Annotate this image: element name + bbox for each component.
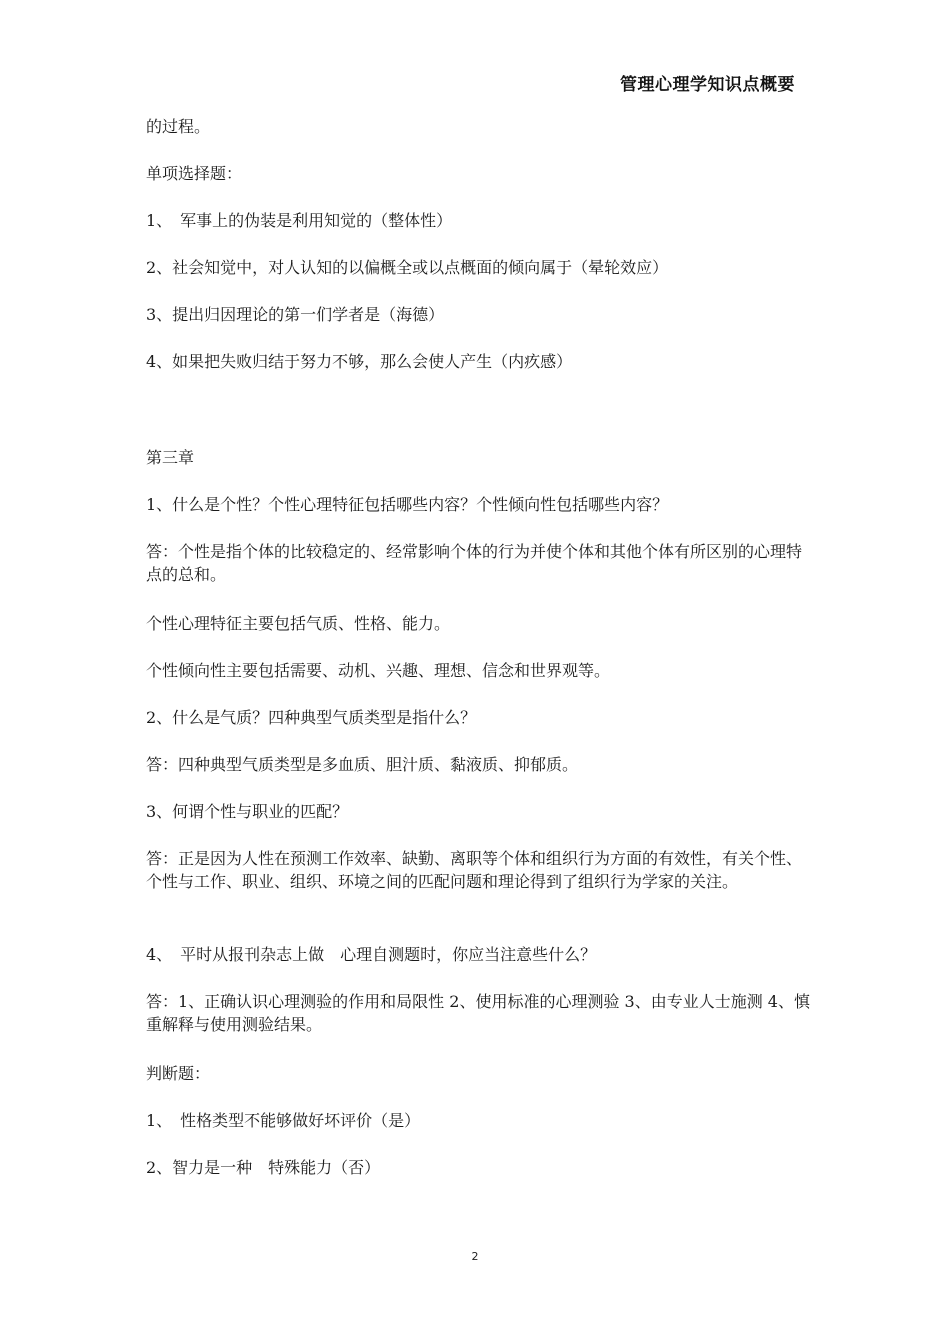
- question-item: 4、如果把失败归结于努力不够，那么会使人产生（内疚感）: [146, 352, 573, 371]
- answer-paragraph: 答：个性是指个体的比较稳定的、经常影响个体的行为并使个体和其他个体有所区别的心理特点的总和。: [146, 542, 803, 584]
- question-item: 3、何谓个性与职业的匹配？: [146, 802, 349, 821]
- question-item: 1、什么是个性？个性心理特征包括哪些内容？个性倾向性包括哪些内容？: [146, 495, 669, 514]
- answer-paragraph: 答：四种典型气质类型是多血质、胆汁质、黏液质、抑郁质。: [146, 755, 579, 774]
- answer-paragraph: 答：1、正确认识心理测验的作用和局限性 2、使用标准的心理测验 3、由专业人士施测 4、慎重解释与使用测验结果。: [146, 992, 810, 1034]
- question-item: 4、 平时从报刊杂志上做 心理自测题时，你应当注意些什么？: [146, 945, 597, 964]
- question-item: 1、 军事上的伪装是利用知觉的（整体性）: [146, 211, 453, 230]
- section-true-false-heading: 判断题：: [146, 1064, 211, 1083]
- answer-paragraph: 答：正是因为人性在预测工作效率、缺勤、离职等个体和组织行为方面的有效性，有关个性、个性与工作、职业、组织、环境之间的匹配问题和理论得到了组织行为学家的关注。: [146, 849, 803, 891]
- question-item: 2、智力是一种 特殊能力（否）: [146, 1158, 381, 1177]
- question-item: 1、 性格类型不能够做好坏评价（是）: [146, 1111, 421, 1130]
- question-item: 2、社会知觉中，对人认知的以偏概全或以点概面的倾向属于（晕轮效应）: [146, 258, 669, 277]
- question-item: 3、提出归因理论的第一们学者是（海德）: [146, 305, 445, 324]
- answer-paragraph: 个性心理特征主要包括气质、性格、能力。: [146, 614, 451, 633]
- question-item: 2、什么是气质？四种典型气质类型是指什么？: [146, 708, 477, 727]
- paragraph-process-end: 的过程。: [146, 117, 211, 136]
- document-header-title: 管理心理学知识点概要: [620, 75, 795, 95]
- chapter-heading: 第三章: [146, 448, 195, 467]
- section-single-choice-heading: 单项选择题：: [146, 164, 243, 183]
- page-number: 2: [471, 1250, 479, 1263]
- answer-paragraph: 个性倾向性主要包括需要、动机、兴趣、理想、信念和世界观等。: [146, 661, 611, 680]
